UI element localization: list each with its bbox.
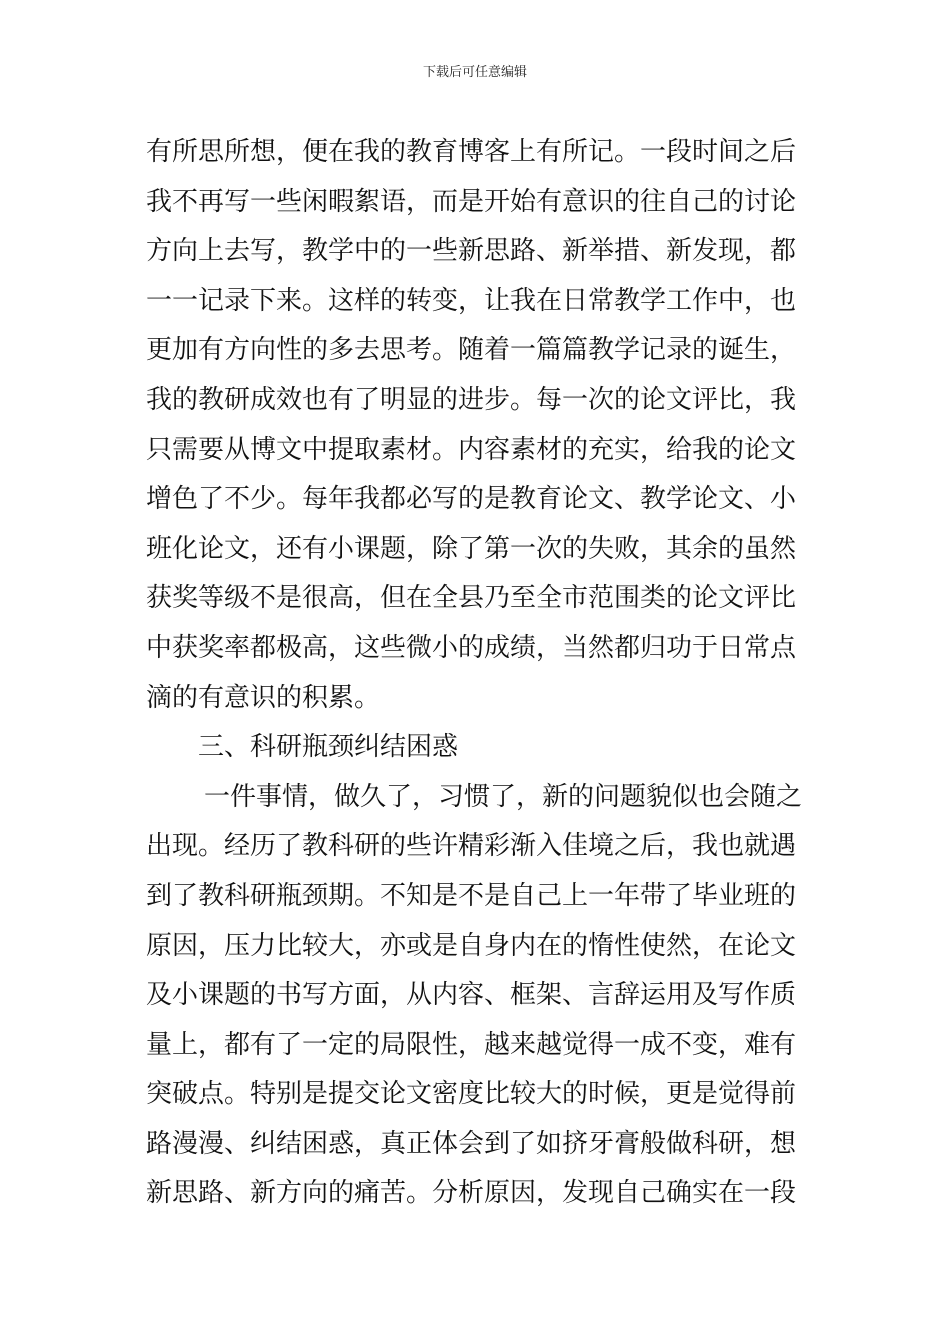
paragraph-line: 只需要从博文中提取素材。内容素材的充实，给我的论文 (146, 434, 797, 465)
paragraph-line: 班化论文，还有小课题，除了第一次的失败，其余的虽然 (146, 533, 797, 564)
paragraph-line: 一件事情，做久了，习惯了，新的问题貌似也会随之 (204, 781, 803, 812)
paragraph-line: 突破点。特别是提交论文密度比较大的时候，更是觉得前 (146, 1079, 797, 1110)
paragraph-line: 滴的有意识的积累。 (146, 682, 381, 713)
paragraph-line: 获奖等级不是很高，但在全县乃至全市范围类的论文评比 (146, 583, 797, 614)
paragraph-line: 及小课题的书写方面，从内容、框架、言辞运用及写作质 (146, 980, 797, 1011)
paragraph-line: 原因，压力比较大，亦或是自身内在的惰性使然，在论文 (146, 930, 797, 961)
paragraph-line: 我不再写一些闲暇絮语，而是开始有意识的往自己的讨论 (146, 186, 797, 217)
paragraph-line: 到了教科研瓶颈期。不知是不是自己上一年带了毕业班的 (146, 880, 797, 911)
paragraph-line: 我的教研成效也有了明显的进步。每一次的论文评比，我 (146, 384, 797, 415)
page-header-note: 下载后可任意编辑 (422, 65, 527, 80)
paragraph-line: 更加有方向性的多去思考。随着一篇篇教学记录的诞生， (146, 335, 797, 366)
paragraph-line: 出现。经历了教科研的些许精彩渐入佳境之后，我也就遇 (146, 831, 797, 862)
paragraph-line: 一一记录下来。这样的转变，让我在日常教学工作中，也 (146, 285, 797, 316)
paragraph-line: 方向上去写，教学中的一些新思路、新举措、新发现，都 (146, 236, 797, 267)
paragraph-line: 量上，都有了一定的局限性，越来越觉得一成不变，难有 (146, 1029, 797, 1060)
paragraph-line: 中获奖率都极高，这些微小的成绩，当然都归功于日常点 (146, 632, 797, 663)
document-body (146, 128, 826, 1219)
paragraph-line: 新思路、新方向的痛苦。分析原因，发现自己确实在一段 (146, 1178, 797, 1209)
section-heading: 三、科研瓶颈纠结困惑 (198, 732, 459, 763)
paragraph-line: 有所思所想，便在我的教育博客上有所记。一段时间之后 (146, 137, 797, 167)
paragraph-line: 路漫漫、纠结困惑，真正体会到了如挤牙膏般做科研，想 (146, 1128, 797, 1159)
paragraph-line: 增色了不少。每年我都必写的是教育论文、教学论文、小 (146, 484, 797, 515)
